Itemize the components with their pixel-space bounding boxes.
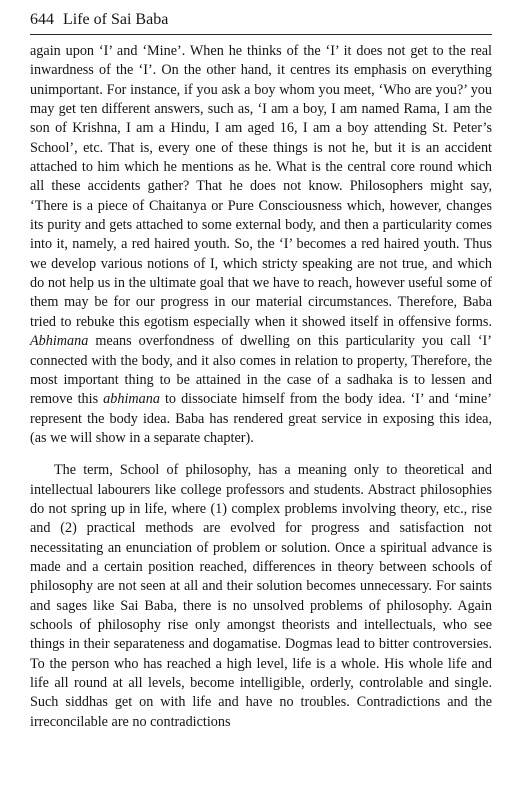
text-segment: again upon ‘I’ and ‘Mine’. When he thinks of the ‘I’ it does not get to the real inwardness of the ‘I’. On the other hand, it centres its emphasis on everything unimportant. For instance, if you ask a boy whom you meet, ‘Who are you?’ you may get ten different answers, such as, ‘I am a boy, I am named Rama, I am the son of Krishna, I am a Hindu, I am aged 16, I am a boy attending St. Peter’s School’, etc. That is, every one of these things is not he, but it is an accident attached to him which he mentions as he. What is the central core round which all these accidents gather? That he does not know. Philosophers might say, ‘There is a piece of Chaitanya or Pure Consciousness which, however, changes its purity and gets attached to some external body, and then a particularity comes into it, namely, a red haired youth. So, the ‘I’ becomes a red haired youth. Thus we develop various notions of I, which stricty speaking are not true, and which do not help us in the ultimate goal that we have to reach, however useful some of them may be for our progress in our material circumstances. Therefore, Baba tried to rebuke this egotism especially when it showed itself in offensive forms.: [30, 43, 492, 330]
text-segment: The term, School of philosophy, has a meaning only to theoretical and intellectual labourers like college professors and students. Abstract philosophies do not spring up in life, where (1) complex problems involving theory, etc., rise and (2) practical methods are evolved for progress and satisfaction not necessitating an enunciation of problem or solution. Once a spiritual advance is made and a certain position reached, differences in theory between schools of philosophy are not seen at all and their solution becomes unnecessary. For saints and sages like Sai Baba, there is no unsolved problems of philosophy. Again schools of philosophy rise only amongst theorists and intellectuals, who see things in their separateness and dogamatise. Dogmas lead to bitter controversies. To the person who has reached a high level, life is a whole. His whole life and life all round at all levels, become intelligible, orderly, controlable and single. Such siddhas get on with life and have no troubles. Contradictions and the irreconcilable are no contradictions: [30, 462, 492, 730]
italic-term: abhimana: [103, 391, 160, 408]
text-segment: means overfondness of dwelling on this particularity you call ‘I’ connected with the body, and it also comes in relation to property, Therefore, the most important thing to be attained in the case of a sadhaka is to lessen and remove this: [30, 333, 492, 408]
body-text: [30, 42, 492, 732]
paragraph: [30, 461, 492, 732]
italic-term: Abhimana: [30, 333, 89, 350]
text-segment: to dissociate himself from the body idea. ‘I’ and ‘mine’ represent the body idea. Baba has rendered great service in exposing this idea, (as we will show in a separate chapter).: [30, 391, 492, 446]
running-header: [30, 10, 490, 30]
header-rule: [30, 34, 492, 35]
page-number: 644: [30, 11, 54, 28]
paragraph: [30, 42, 492, 448]
book-title: Life of Sai Baba: [63, 11, 169, 28]
